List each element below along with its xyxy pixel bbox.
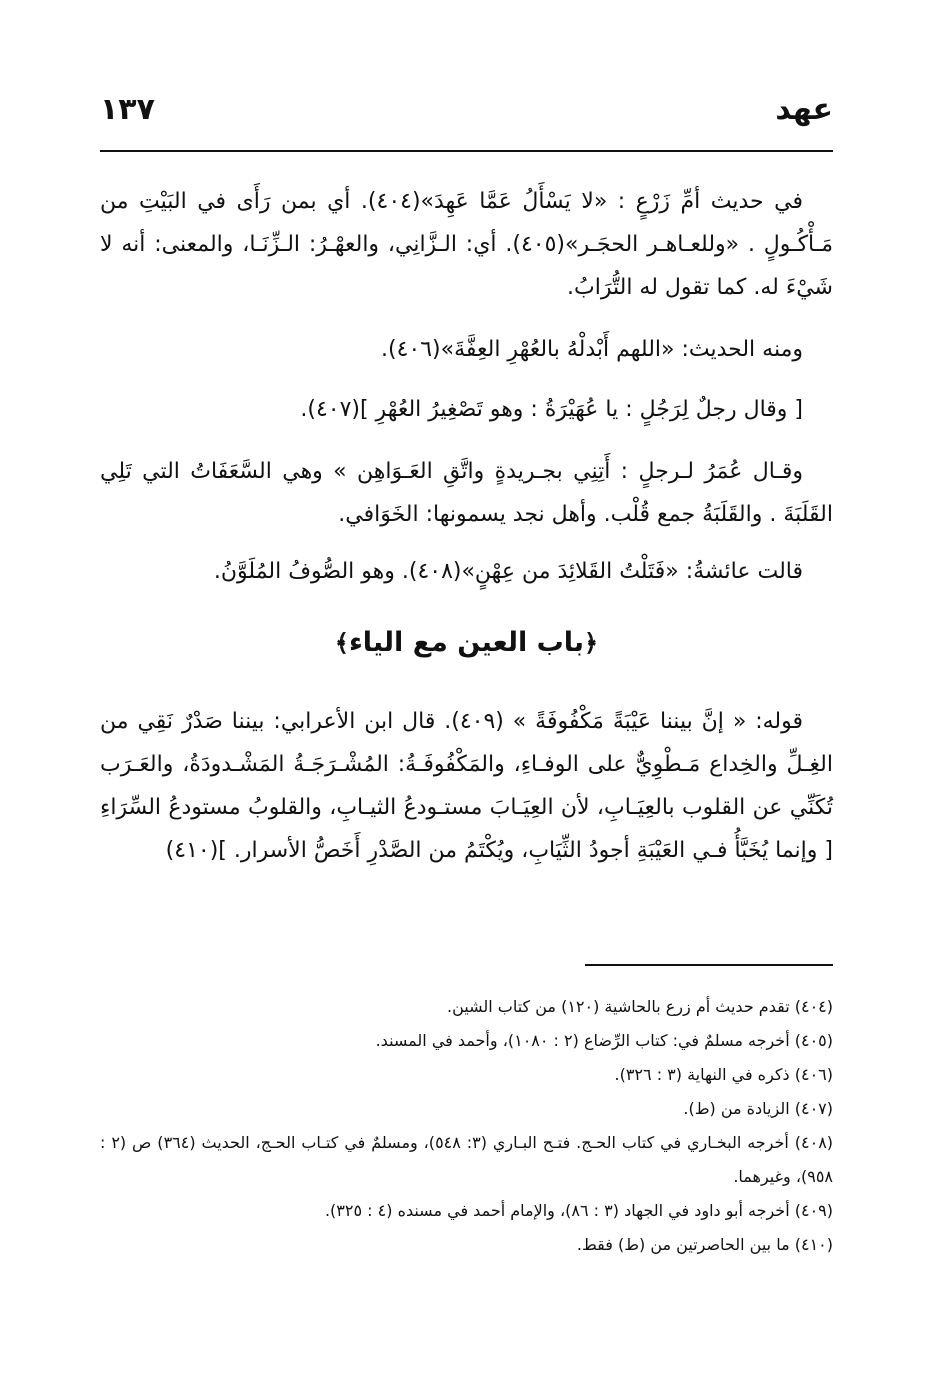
ornament-left-icon: ﴾: [334, 629, 349, 657]
paragraph-ayba-makfufa: قوله: « إنَّ بيننا عَيْبَةً مَكْفُوفَةً » (٤٠٩). قال ابن الأعرابي: بيننا صَدْرٌ نَقِي من الغِـلِّ والخِداع مَـطْوِيٌّ على الوفـاءِ، والمَكْفُوفَـةُ: المُشْـرَجَـةُ المَشْـدودَةُ، والعَـرَب تُكَنِّي عن القلوب بالعِيَـابِ، لأن العِيَـابَ مستـودعُ الثيـابِ، والقلوبُ مستودعُ السِّرَاءِ [ وإنما يُخَبَّأُ فـي العَيْبَةِ أجودُ الثِّيَابِ، ويُكْتَمُ من الصَّدْرِ أَخَصُّ الأسرار. ](٤١٠): [100, 709, 833, 863]
footnote-407: (٤٠٧) الزيادة من (ط).: [683, 1099, 833, 1118]
paragraph-aisha-qalaid: قالت عائشةُ: «فَتَلْتُ القَلائِدَ من عِهْنٍ»(٤٠٨). وهو الصُّوفُ المُلَوَّنُ.: [213, 559, 803, 584]
footnote-409: (٤٠٩) أخرجه أبو داود في الجهاد (٣ : ٨٦)، والإمام أحمد في مسنده (٤ : ٣٢٥).: [324, 1201, 833, 1220]
paragraph-allahumma-abdilhu: ومنه الحديث: «اللهم أَبْدلْهُ بالعُهْرِ العِفَّةَ»(٤٠٦).: [381, 337, 803, 362]
footnote-410: (٤١٠) ما بين الحاصرتين من (ط) فقط.: [576, 1235, 833, 1254]
paragraph-ahd-umm-zar: في حديث أمِّ زَرْعٍ : «لا يَسْأَلُ عَمَّا عَهِدَ»(٤٠٤). أي بمن رَأَى في البَيْتِ من مَـأْكُـولٍ . «وللعـاهـر الحجَـر»(٤٠٥). أي: الـزَّانِي، والعهْـرُ: الـزِّنَـا، والمعنى: أنه لا شَيْءَ له. كما تقول له التُّرَابُ.: [100, 189, 833, 300]
footnote-404: (٤٠٤) تقدم حديث أم زرع بالحاشية (١٢٠) من كتاب الشين.: [446, 997, 833, 1016]
footnote-406: (٤٠٦) ذكره في النهاية (٣ : ٣٢٦).: [614, 1065, 833, 1084]
section-heading: [100, 627, 833, 658]
header-rule: [100, 150, 833, 152]
footnotes: [100, 990, 833, 1262]
footnote-408: (٤٠٨) أخرجه البخـاري في كتاب الحـج. فتـح البـاري (٣: ٥٤٨)، ومسلمٌ في كتـاب الحـج، الحديث (٣٦٤) ص (٢ : ٩٥٨)، وغيرهما.: [100, 1133, 833, 1186]
page-number: ١٣٧: [100, 92, 155, 127]
section-heading-text: باب العين مع الياء: [348, 627, 585, 658]
paragraph-uhayra: [ وقال رجلٌ لِرَجُلٍ : يا عُهَيْرَةُ : وهو تَصْغِيرُ العُهْرِ ](٤٠٧).: [300, 397, 803, 422]
footnote-405: (٤٠٥) أخرجه مسلمٌ في: كتاب الرِّضاع (٢ : ١٠٨٠)، وأحمد في المسند.: [375, 1031, 833, 1050]
running-head: عهد: [775, 92, 833, 127]
ornament-right-icon: ﴿: [584, 629, 599, 657]
paragraph-umar-awahin: وقـال عُمَرُ لـرجلٍ : أَتِنِي بجـريدةٍ واتَّقِ العَـوَاهِن » وهي السَّعَفَاتُ التي تَلِي القَلَبَةَ . والقَلَبَةُ جمع قُلْب. وأهل نجد يسمونها: الخَوَافي.: [100, 459, 833, 527]
footnote-rule: [585, 964, 833, 966]
